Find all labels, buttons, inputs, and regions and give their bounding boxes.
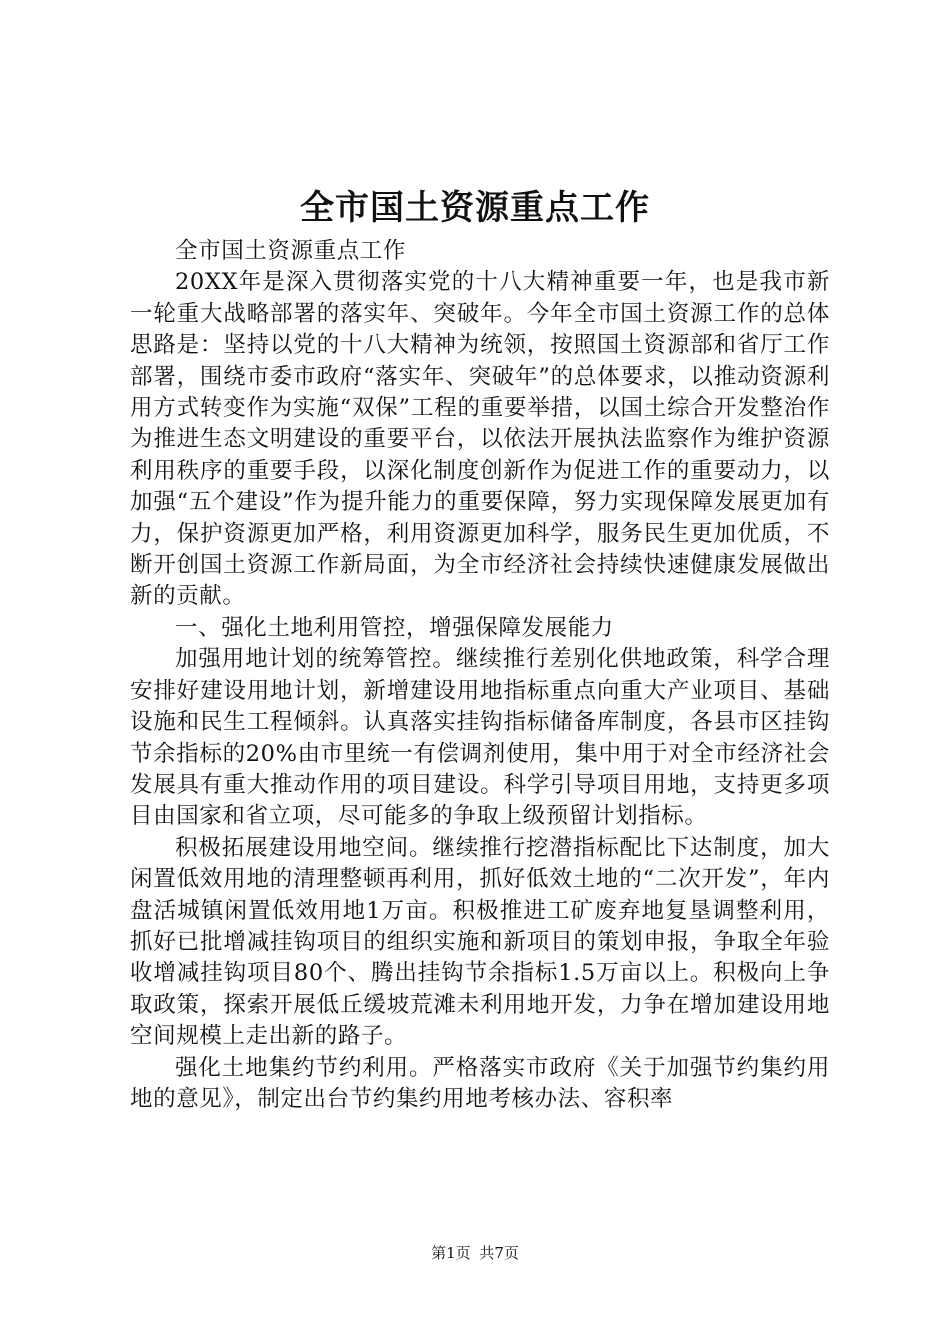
paragraph-subtitle: 全市国土资源重点工作 <box>175 238 407 264</box>
page-footer <box>0 1242 950 1264</box>
section-heading-1: 一、强化土地利用管控，增强保障发展能力 <box>175 614 614 641</box>
page-total: 共7页 <box>479 1244 519 1262</box>
page-number: 第1页 <box>431 1244 471 1262</box>
paragraph-land-intensive: 强化土地集约节约利用。严格落实市政府《关于加强节约集约用地的意见》，制定出台节约集约用地考核办法、容积率 <box>130 1054 830 1112</box>
paragraph-overview: 20XX年是深入贯彻落实党的十八大精神重要一年，也是我市新一轮重大战略部署的落实年、突破年。今年全市国土资源工作的总体思路是：坚持以党的十八大精神为统领，按照国土资源部和省厅工作部署，围绕市委市政府“落实年、突破年”的总体要求，以推动资源利用方式转变作为实施“双保”工程的重要举措，以国土综合开发整治作为推进生态文明建设的重要平台，以依法开展执法监察作为维护资源利用秩序的重要手段，以深化制度创新作为促进工作的重要动力，以加强“五个建设”作为提升能力的重要保障，努力实现保障发展更加有力，保护资源更加严格，利用资源更加科学，服务民生更加优质，不断开创国土资源工作新局面，为全市经济社会持续快速健康发展做出新的贡献。 <box>130 269 830 610</box>
document-title: 全市国土资源重点工作 <box>300 188 650 228</box>
paragraph-land-plan: 加强用地计划的统筹管控。继续推行差别化供地政策，科学合理安排好建设用地计划，新增建设用地指标重点向重大产业项目、基础设施和民生工程倾斜。认真落实挂钩指标储备库制度，各县市区挂钩节余指标的20%由市里统一有偿调剂使用，集中用于对全市经济社会发展具有重大推动作用的项目建设。科学引导项目用地，支持更多项目由国家和省立项，尽可能多的争取上级预留计划指标。 <box>130 646 830 830</box>
paragraph-land-space: 积极拓展建设用地空间。继续推行挖潜指标配比下达制度，加大闲置低效用地的清理整顿再利用，抓好低效土地的“二次开发”，年内盘活城镇闲置低效用地1万亩。积极推进工矿废弃地复垦调整利用，抓好已批增减挂钩项目的组织实施和新项目的策划申报，争取全年验收增减挂钩项目80个、腾出挂钩节余指标1.5万亩以上。积极向上争取政策，探索开展低丘缓坡荒滩未利用地开发，力争在增加建设用地空间规模上走出新的路子。 <box>130 834 830 1050</box>
document-body <box>130 236 830 1115</box>
